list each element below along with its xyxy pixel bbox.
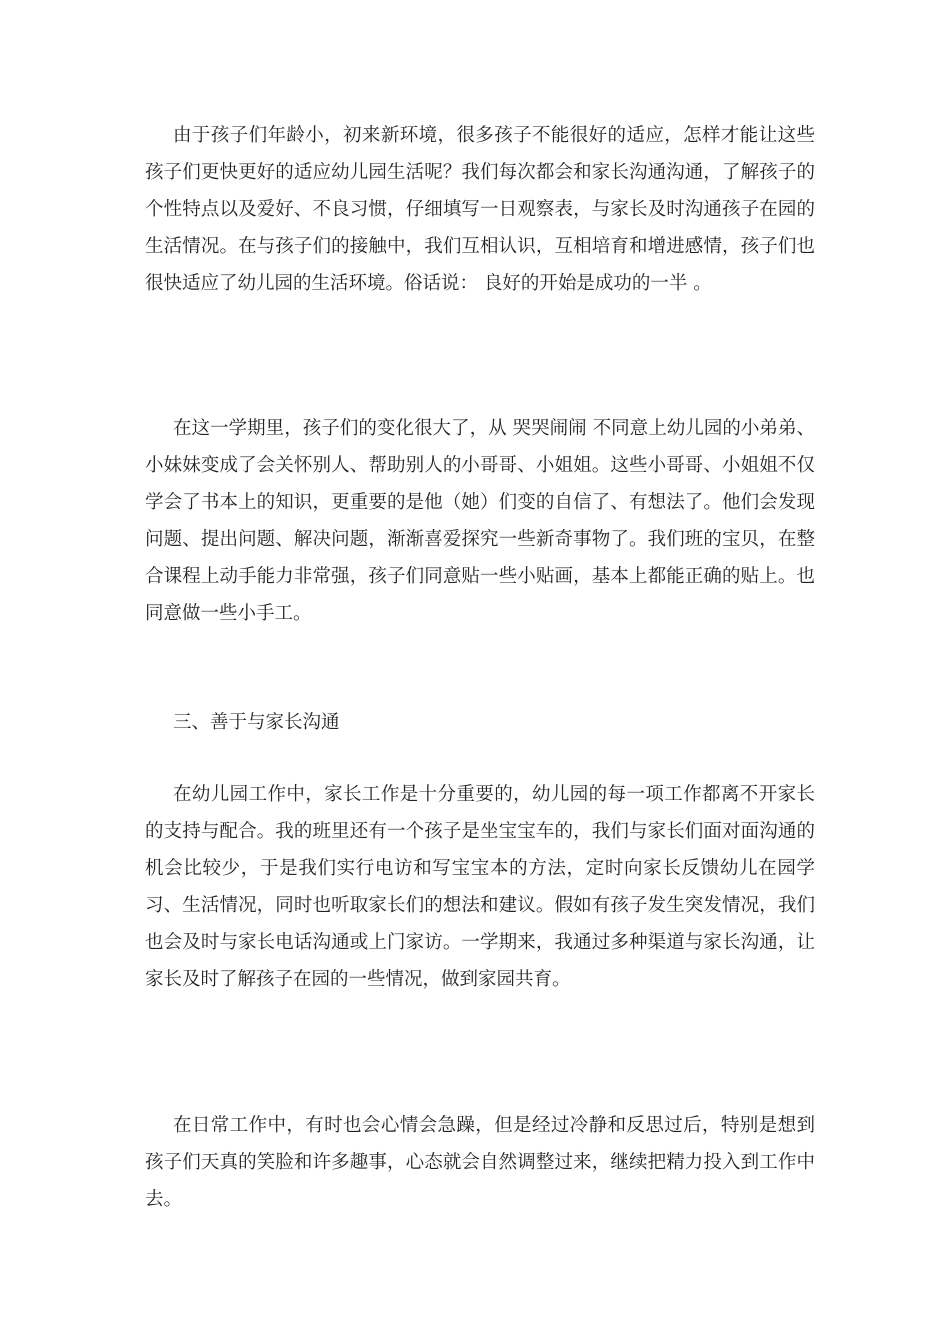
paragraph-daily-work: 在日常工作中，有时也会心情会急躁，但是经过冷静和反思过后，特别是想到孩子们天真的笑脸和许多趣事，心态就会自然调整过来，继续把精力投入到工作中去。 (145, 1115, 815, 1210)
section-heading: 三、善于与家长沟通 (173, 712, 340, 733)
paragraph-adaptation: 由于孩子们年龄小，初来新环境，很多孩子不能很好的适应，怎样才能让这些孩子们更快更好的适应幼儿园生活呢？我们每次都会和家长沟通沟通，了解孩子的个性特点以及爱好、不良习惯，仔细填写一日观察表，与家长及时沟通孩子在园的生活情况。在与孩子们的接触中，我们互相认识，互相培育和增进感情，孩子们也很快适应了幼儿园的生活环境。俗话说： 良好的开始是成功的一半 。 (145, 125, 815, 294)
paragraph-parent-communication: 在幼儿园工作中，家长工作是十分重要的，幼儿园的每一项工作都离不开家长的支持与配合。我的班里还有一个孩子是坐宝宝车的，我们与家长们面对面沟通的机会比较少，于是我们实行电访和写宝宝本的方法，定时向家长反馈幼儿在园学习、生活情况，同时也听取家长们的想法和建议。假如有孩子发生突发情况，我们也会及时与家长电话沟通或上门家访。一学期来，我通过多种渠道与家长沟通，让家长及时了解孩子在园的一些情况，做到家园共育。 (145, 784, 815, 990)
paragraph-children-changes: 在这一学期里，孩子们的变化很大了，从 哭哭闹闹 不同意上幼儿园的小弟弟、小妹妹变成了会关怀别人、帮助别人的小哥哥、小姐姐。这些小哥哥、小姐姐不仅学会了书本上的知识，更重要的是他（她）们变的自信了、有想法了。他们会发现问题、提出问题、解决问题，渐渐喜爱探究一些新奇事物了。我们班的宝贝，在整合课程上动手能力非常强，孩子们同意贴一些小贴画，基本上都能正确的贴上。也同意做一些小手工。 (145, 418, 815, 624)
